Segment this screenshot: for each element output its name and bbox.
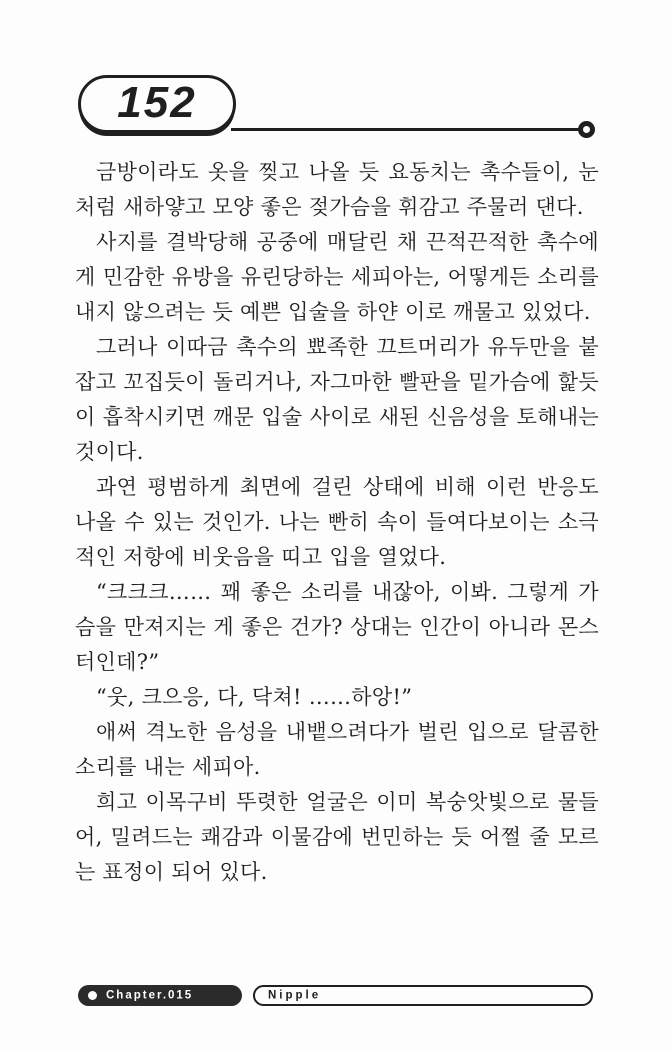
body-text xyxy=(75,155,599,890)
footer-chapter-tab xyxy=(78,985,242,1006)
paragraph: 그러나 이따금 촉수의 뾰족한 끄트머리가 유두만을 붙잡고 꼬집듯이 돌리거나, 자그마한 빨판을 밑가슴에 핥듯이 흡착시키면 깨문 입술 사이로 새된 신음성을 토해내는 것이다. xyxy=(75,335,599,464)
paragraph-dialogue: “크크크…… 꽤 좋은 소리를 내잖아, 이봐. 그렇게 가슴을 만져지는 게 좋은 건가? 상대는 인간이 아니라 몬스터인데?” xyxy=(75,580,599,674)
paragraph: 사지를 결박당해 공중에 매달린 채 끈적끈적한 촉수에게 민감한 유방을 유린당하는 세피아는, 어떻게든 소리를 내지 않으려는 듯 예쁜 입술을 하얀 이로 깨물고 있었다. xyxy=(75,230,599,324)
chapter-label: Chapter.015 xyxy=(106,989,194,1001)
footer-section-tab xyxy=(253,985,593,1006)
header-rule-line xyxy=(231,128,581,131)
paragraph-dialogue: “웃, 크으응, 다, 닥쳐! ……하앙!” xyxy=(96,685,413,709)
paragraph: 애써 격노한 음성을 내뱉으려다가 벌린 입으로 달콤한 소리를 내는 세피아. xyxy=(75,720,599,779)
page-number-badge xyxy=(78,75,236,133)
paragraph: 희고 이목구비 뚜렷한 얼굴은 이미 복숭앗빛으로 물들어, 밀려드는 쾌감과 이물감에 번민하는 듯 어쩔 줄 모르는 표정이 되어 있다. xyxy=(75,790,599,884)
bullet-dot-icon xyxy=(88,991,97,1000)
page-number: 152 xyxy=(117,78,197,127)
section-label: Nipple xyxy=(268,989,322,1001)
paragraph: 금방이라도 옷을 찢고 나올 듯 요동치는 촉수들이, 눈처럼 새하얗고 모양 좋은 젖가슴을 휘감고 주물러 댄다. xyxy=(75,160,599,219)
header-rule-end-ring-icon xyxy=(578,121,595,138)
paragraph: 과연 평범하게 최면에 걸린 상태에 비해 이런 반응도 나올 수 있는 것인가. 나는 빤히 속이 들여다보이는 소극적인 저항에 비웃음을 띠고 입을 열었다. xyxy=(75,475,599,569)
